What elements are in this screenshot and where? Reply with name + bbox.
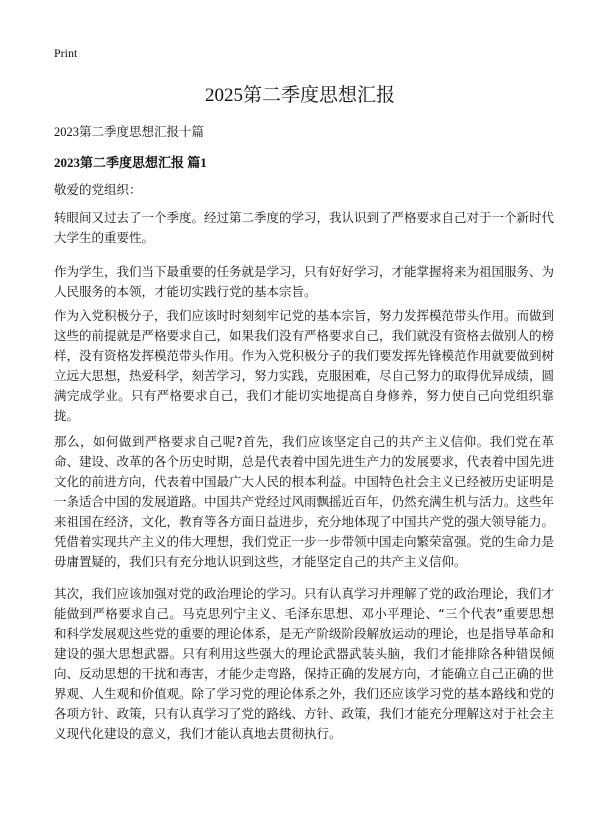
body-paragraph: 那么，如何做到严格要求自己呢?首先，我们应该坚定自己的共产主义信仰。我们党在革命、建设、改革的各个历史时期，总是代表着中国先进生产力的发展要求，代表着中国先进文化的前进方向，代表着中国最广大人民的根本利益。中国特色社会主义已经被历史证明是一条适合中国的发展道路。中国共产党经过风雨飘摇近百年，仍然充满生机与活力。这些年来祖国在经济，文化，教育等各方面日益进步，充分地体现了中国共产党的强大领导能力。凭借着实现共产主义的伟大理想，我们党正一步一步带领中国走向繁荣富强。党的生命力是毋庸置疑的，我们只有充分地认识到这些，才能坚定自己的共产主义信仰。 xyxy=(54,434,555,569)
document-subtitle: 2023第二季度思想汇报十篇 xyxy=(54,125,205,139)
salutation: 敬爱的党组织： xyxy=(54,182,142,197)
body-paragraph: 作为入党积极分子，我们应该时时刻刻牢记党的基本宗旨，努力发挥模范带头作用。而做到这些的前提就是严格要求自己，如果我们没有严格要求自己，我们就没有资格去做别人的榜样，没有资格发挥模范带头作用。作为入党积极分子的我们要发挥先锋模范作用就要做到树立远大思想，热爱科学，刻苦学习，努力实践，克服困难，尽自己努力的取得优异成绩，圆满完成学业。只有严格要求自己，我们才能切实地提高自身修养，努力使自己向党组织靠拢。 xyxy=(54,308,555,423)
print-link[interactable]: Print xyxy=(54,46,78,60)
body-paragraph: 转眼间又过去了一个季度。经过第二季度的学习，我认识到了严格要求自己对于一个新时代大学生的重要性。 xyxy=(54,210,555,245)
section-heading: 2023第二季度思想汇报 篇1 xyxy=(54,155,207,170)
body-paragraph: 作为学生，我们当下最重要的任务就是学习，只有好好学习，才能掌握将来为祖国服务、为人民服务的本领，才能切实践行党的基本宗旨。 xyxy=(54,264,555,299)
document-title: 2025第二季度思想汇报 xyxy=(204,85,395,106)
body-paragraph: 其次，我们应该加强对党的政治理论的学习。只有认真学习并理解了党的政治理论，我们才能做到严格要求自己。马克思列宁主义、毛泽东思想、邓小平理论、“三个代表”重要思想和科学发展观这些党的重要的理论体系，是无产阶级阶段解放运动的理论，也是指导革命和建设的强大思想武器。只有利用这些强大的理论武器武装头脑，我们才能排除各种错误倾向、反动思想的干扰和毒害，才能少走弯路，保持正确的发展方向，才能确立自己正确的世界观、人生观和价值观。除了学习党的理论体系之外，我们还应该学习党的基本路线和党的各项方针、政策，只有认真学习了党的路线、方针、政策，我们才能充分理解这对于社会主义现代化建设的意义，我们才能认真地去贯彻执行。 xyxy=(54,586,555,741)
